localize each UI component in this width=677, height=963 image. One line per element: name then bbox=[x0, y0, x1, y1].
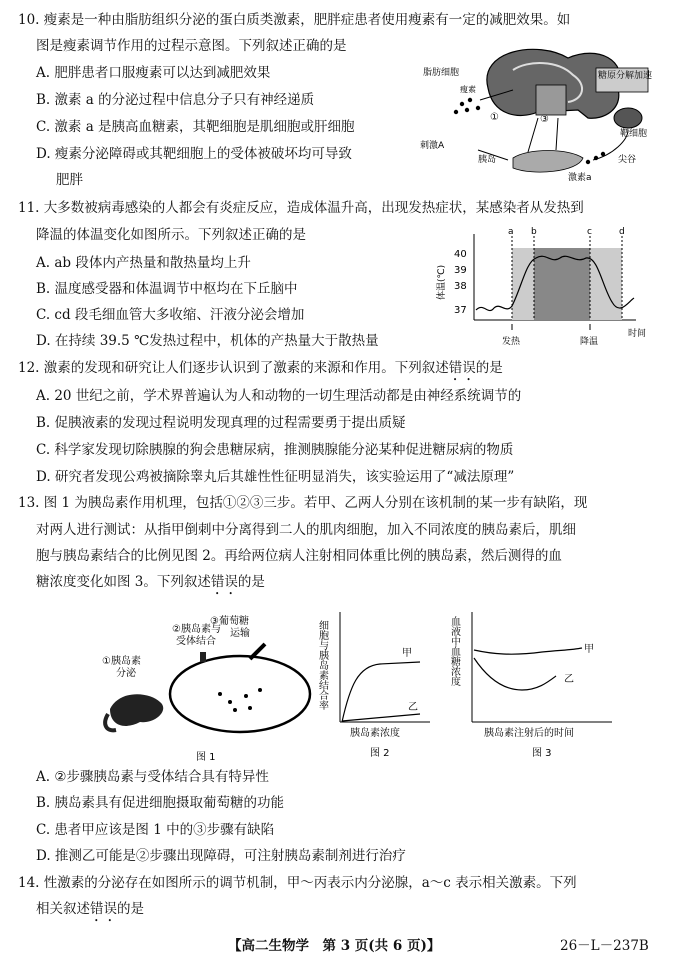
q12-stem-pre: 12. 激素的发现和研究让人们逐步认识到了激素的来源和作用。下列叙述 bbox=[18, 360, 449, 376]
q10-stem-line2: 图是瘦素调节作用的过程示意图。下列叙述正确的是 bbox=[36, 38, 347, 54]
q11-option-b: B. 温度感受器和体温调节中枢均在下丘脑中 bbox=[36, 281, 298, 297]
q13-option-b: B. 胰岛素具有促进细胞摄取葡萄糖的功能 bbox=[36, 795, 285, 811]
q10-option-a: A. 肥胖患者口服瘦素可以达到减肥效果 bbox=[36, 65, 271, 81]
ytick-40: 40 bbox=[454, 249, 467, 260]
point-b: b bbox=[531, 227, 537, 237]
glycogen-label: 糖原分解加速 bbox=[598, 71, 653, 81]
q11-option-d: D. 在持续 39.5 ℃发热过程中，机体的产热量大于散热量 bbox=[36, 333, 379, 349]
q10-stem-line1: 10. 瘦素是一种由脂肪组织分泌的蛋白质类激素，肥胖症患者使用瘦素有一定的减肥效果。如 bbox=[18, 12, 571, 28]
cooling-label: 降温 bbox=[580, 337, 599, 347]
q12-option-d: D. 研究者发现公鸡被摘除睾丸后其雄性性征明显消失，该实验运用了“减法原理” bbox=[36, 469, 515, 485]
step1-label-b: 分泌 bbox=[116, 668, 136, 679]
q10-option-d: D. 瘦素分泌障碍或其靶细胞上的受体被破坏均可导致 bbox=[36, 146, 352, 162]
step2-label-b: 受体结合 bbox=[176, 636, 216, 647]
ytick-38: 38 bbox=[454, 281, 467, 292]
q13-option-a: A. ②步骤胰岛素与受体结合具有特异性 bbox=[36, 769, 269, 785]
series-yi bbox=[342, 714, 420, 721]
series-yi bbox=[474, 658, 556, 690]
q13-option-d: D. 推测乙可能是②步骤出现障碍，可注射胰岛素制剂进行治疗 bbox=[36, 848, 406, 864]
q12-stem-emphasis: 错误 bbox=[448, 360, 476, 376]
ylabel: 体温(℃) bbox=[437, 264, 447, 300]
target-cell-label: 靶细胞 bbox=[620, 129, 648, 139]
q14-stem-emphasis: 错误 bbox=[90, 901, 117, 917]
q12-option-a: A. 20 世纪之前，学术界普遍认为人和动物的一切生理活动都是由神经系统调节的 bbox=[36, 388, 522, 404]
page-code: 26－L－237B bbox=[560, 938, 649, 954]
fever-band-inner bbox=[534, 248, 590, 320]
sugar-label: 尖谷 bbox=[618, 155, 637, 165]
point-d: d bbox=[619, 227, 625, 237]
q13-stem-line4 bbox=[36, 573, 265, 598]
fat-cell-label: 脂肪细胞 bbox=[423, 68, 460, 78]
pancreas-icon bbox=[110, 694, 163, 726]
step3-label-a: ③葡萄糖 bbox=[210, 616, 249, 627]
q10-option-b: B. 激素 a 的分泌过程中信息分子只有神经递质 bbox=[36, 92, 315, 108]
q13-stem-pre: 糖浓度变化如图 3。下列叙述 bbox=[36, 574, 211, 590]
q10-option-d-cont: 肥胖 bbox=[56, 172, 83, 188]
q13-figure-2 bbox=[316, 606, 432, 764]
fig3-jia: 甲 bbox=[584, 644, 594, 655]
fig2-caption: 图 2 bbox=[370, 748, 390, 759]
q13-stem-line3: 胞与胰岛素结合的比例见图 2。再给两位病人注射相同体重比例的胰岛素，然后测得的血 bbox=[36, 548, 562, 564]
leptin-label: 瘦素 bbox=[460, 85, 476, 94]
q12-stem-post: 的是 bbox=[475, 360, 503, 376]
fig2-xlabel: 胰岛素浓度 bbox=[350, 728, 400, 739]
q12-stem bbox=[18, 359, 503, 384]
step3-label-b: 运输 bbox=[230, 628, 250, 639]
fig3-xlabel: 胰岛素注射后的时间 bbox=[484, 728, 574, 739]
pancreas-shape bbox=[513, 151, 583, 173]
xlabel: 时间 bbox=[628, 329, 647, 339]
fever-label: 发热 bbox=[502, 337, 521, 347]
step-3: ③ bbox=[540, 114, 549, 125]
q13-stem-emphasis: 错误 bbox=[210, 574, 238, 590]
q13-stem-line2: 对两人进行测试：从指甲倒刺中分离得到二人的肌肉细胞，加入不同浓度的胰岛素后，肌细 bbox=[36, 522, 576, 538]
series-jia bbox=[474, 648, 582, 654]
q10-leptin-diagram bbox=[418, 40, 668, 200]
series-jia bbox=[342, 662, 420, 722]
q10-option-c: C. 激素 a 是胰高血糖素，其靶细胞是肌细胞或肝细胞 bbox=[36, 119, 355, 135]
q13-stem-line1: 13. 图 1 为胰岛素作用机理，包括①②③三步。若甲、乙两人分别在该机制的某一步有缺陷，现 bbox=[18, 495, 588, 511]
point-c: c bbox=[587, 227, 592, 237]
fig2-yi: 乙 bbox=[408, 702, 418, 713]
q12-option-b: B. 促胰液素的发现过程说明发现真理的过程需要勇于提出质疑 bbox=[36, 415, 406, 431]
q11-stem-line1: 11. 大多数被病毒感染的人都会有炎症反应，造成体温升高，出现发热症状，某感染者从发热到 bbox=[18, 200, 584, 216]
fig3-ylabel: 血液中血糖浓度 bbox=[448, 616, 460, 686]
step-1: ① bbox=[490, 112, 499, 123]
ytick-39: 39 bbox=[454, 265, 467, 276]
q12-option-c: C. 科学家发现切除胰腺的狗会患糖尿病，推测胰腺能分泌某种促进糖尿病的物质 bbox=[36, 442, 514, 458]
step1-label-a: ①胰岛素 bbox=[102, 656, 141, 667]
q13-stem-post: 的是 bbox=[237, 574, 265, 590]
fig2-jia: 甲 bbox=[402, 648, 412, 659]
step2-label-a: ②胰岛素与 bbox=[172, 624, 221, 635]
fig2-ylabel: 细胞与胰岛素结合率 bbox=[316, 620, 328, 710]
q13-option-c: C. 患者甲应该是图 1 中的③步骤有缺陷 bbox=[36, 822, 275, 838]
fig3-yi: 乙 bbox=[564, 674, 574, 685]
ytick-37: 37 bbox=[454, 305, 467, 316]
fig1-caption: 图 1 bbox=[196, 752, 216, 763]
pancreas-label: 胰岛 bbox=[478, 155, 497, 165]
q11-stem-line2: 降温的体温变化如图所示。下列叙述正确的是 bbox=[36, 227, 306, 243]
page-footer: 【高二生物学 第 3 页(共 6 页)】 bbox=[228, 938, 441, 954]
q11-option-a: A. ab 段体内产热量和散热量均上升 bbox=[36, 255, 251, 271]
stimulus-label: 刺激A bbox=[420, 141, 445, 151]
q13-figure-1 bbox=[100, 614, 310, 764]
fig3-caption: 图 3 bbox=[532, 748, 552, 759]
q14-stem-pre: 相关叙述 bbox=[36, 901, 90, 917]
q14-stem-line1: 14. 性激素的分泌存在如图所示的调节机制，甲～丙表示内分泌腺，a～c 表示相关激素。下列 bbox=[18, 875, 577, 891]
point-a: a bbox=[508, 227, 514, 237]
q14-stem-line2 bbox=[36, 900, 144, 925]
q11-temperature-chart bbox=[436, 226, 668, 354]
q14-stem-post: 的是 bbox=[117, 901, 144, 917]
cell-membrane bbox=[170, 656, 310, 732]
q13-figure-3 bbox=[448, 606, 622, 764]
hormone-a-label: 激素a bbox=[568, 173, 592, 183]
q11-option-c: C. cd 段毛细血管大多收缩、汗液分泌会增加 bbox=[36, 307, 305, 323]
